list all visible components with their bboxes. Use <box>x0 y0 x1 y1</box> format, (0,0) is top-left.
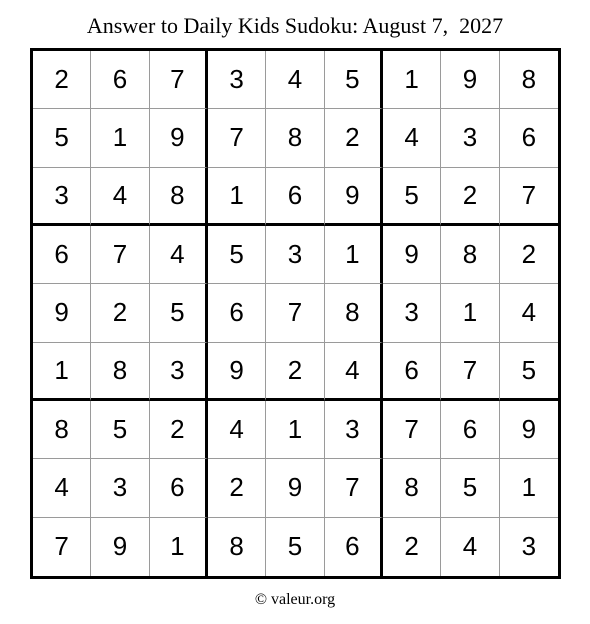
sudoku-cell: 2 <box>33 51 91 109</box>
sudoku-cell: 8 <box>441 226 499 284</box>
sudoku-cell: 5 <box>266 518 324 576</box>
sudoku-cell: 9 <box>500 401 558 459</box>
sudoku-cell: 7 <box>208 109 266 167</box>
sudoku-board <box>30 48 561 579</box>
sudoku-cell: 5 <box>383 168 441 226</box>
sudoku-cell: 1 <box>441 284 499 342</box>
copyright-footer: © valeur.org <box>254 591 336 608</box>
sudoku-cell: 8 <box>33 401 91 459</box>
sudoku-cell: 1 <box>325 226 383 284</box>
sudoku-cell: 6 <box>500 109 558 167</box>
sudoku-cell: 2 <box>266 343 324 401</box>
sudoku-cell: 9 <box>383 226 441 284</box>
sudoku-cell: 2 <box>91 284 149 342</box>
sudoku-cell: 8 <box>325 284 383 342</box>
sudoku-cell: 4 <box>383 109 441 167</box>
sudoku-cell: 5 <box>441 459 499 517</box>
sudoku-cell: 4 <box>91 168 149 226</box>
sudoku-cell: 5 <box>208 226 266 284</box>
sudoku-cell: 3 <box>208 51 266 109</box>
sudoku-cell: 1 <box>91 109 149 167</box>
sudoku-cell: 7 <box>441 343 499 401</box>
sudoku-cell: 5 <box>150 284 208 342</box>
sudoku-cell: 9 <box>33 284 91 342</box>
sudoku-cell: 3 <box>91 459 149 517</box>
sudoku-cell: 1 <box>266 401 324 459</box>
sudoku-cell: 7 <box>383 401 441 459</box>
sudoku-cell: 5 <box>500 343 558 401</box>
sudoku-cell: 9 <box>208 343 266 401</box>
sudoku-cell: 4 <box>150 226 208 284</box>
sudoku-cell: 3 <box>383 284 441 342</box>
sudoku-cell: 6 <box>325 518 383 576</box>
sudoku-cell: 6 <box>150 459 208 517</box>
sudoku-cell: 2 <box>383 518 441 576</box>
sudoku-cell: 3 <box>266 226 324 284</box>
sudoku-cell: 4 <box>266 51 324 109</box>
sudoku-cell: 4 <box>441 518 499 576</box>
sudoku-cell: 6 <box>383 343 441 401</box>
sudoku-cell: 3 <box>325 401 383 459</box>
sudoku-cell: 9 <box>266 459 324 517</box>
sudoku-cell: 4 <box>325 343 383 401</box>
sudoku-cell: 9 <box>325 168 383 226</box>
sudoku-cell: 5 <box>91 401 149 459</box>
sudoku-cell: 1 <box>208 168 266 226</box>
sudoku-cell: 9 <box>441 51 499 109</box>
sudoku-cell: 6 <box>33 226 91 284</box>
sudoku-cell: 3 <box>150 343 208 401</box>
sudoku-cell: 8 <box>266 109 324 167</box>
sudoku-cell: 4 <box>33 459 91 517</box>
sudoku-cell: 6 <box>91 51 149 109</box>
sudoku-cell: 8 <box>383 459 441 517</box>
sudoku-cell: 8 <box>208 518 266 576</box>
sudoku-cell: 6 <box>208 284 266 342</box>
sudoku-cell: 9 <box>150 109 208 167</box>
sudoku-cell: 7 <box>500 168 558 226</box>
sudoku-cell: 1 <box>500 459 558 517</box>
sudoku-cell: 8 <box>91 343 149 401</box>
sudoku-cell: 4 <box>500 284 558 342</box>
sudoku-cell: 7 <box>150 51 208 109</box>
sudoku-cell: 1 <box>33 343 91 401</box>
sudoku-cell: 5 <box>33 109 91 167</box>
sudoku-cell: 3 <box>33 168 91 226</box>
sudoku-cell: 6 <box>266 168 324 226</box>
sudoku-cell: 4 <box>208 401 266 459</box>
sudoku-cell: 2 <box>150 401 208 459</box>
sudoku-cell: 2 <box>325 109 383 167</box>
sudoku-cell: 9 <box>91 518 149 576</box>
sudoku-cell: 1 <box>383 51 441 109</box>
sudoku-cell: 3 <box>521 531 537 562</box>
sudoku-cell: 3 <box>441 109 499 167</box>
page-title: Answer to Daily Kids Sudoku: August 7, 2027 <box>86 13 504 38</box>
sudoku-cell: 2 <box>208 459 266 517</box>
sudoku-cell: 7 <box>33 518 91 576</box>
sudoku-cell: 2 <box>441 168 499 226</box>
sudoku-cell: 7 <box>266 284 324 342</box>
sudoku-cell: 8 <box>500 51 558 109</box>
sudoku-cell: 7 <box>91 226 149 284</box>
sudoku-cell: 1 <box>150 518 208 576</box>
sudoku-cell: 8 <box>150 168 208 226</box>
sudoku-cell: 2 <box>500 226 558 284</box>
sudoku-cell: 6 <box>441 401 499 459</box>
sudoku-cell: 7 <box>325 459 383 517</box>
sudoku-cell: 5 <box>325 51 383 109</box>
